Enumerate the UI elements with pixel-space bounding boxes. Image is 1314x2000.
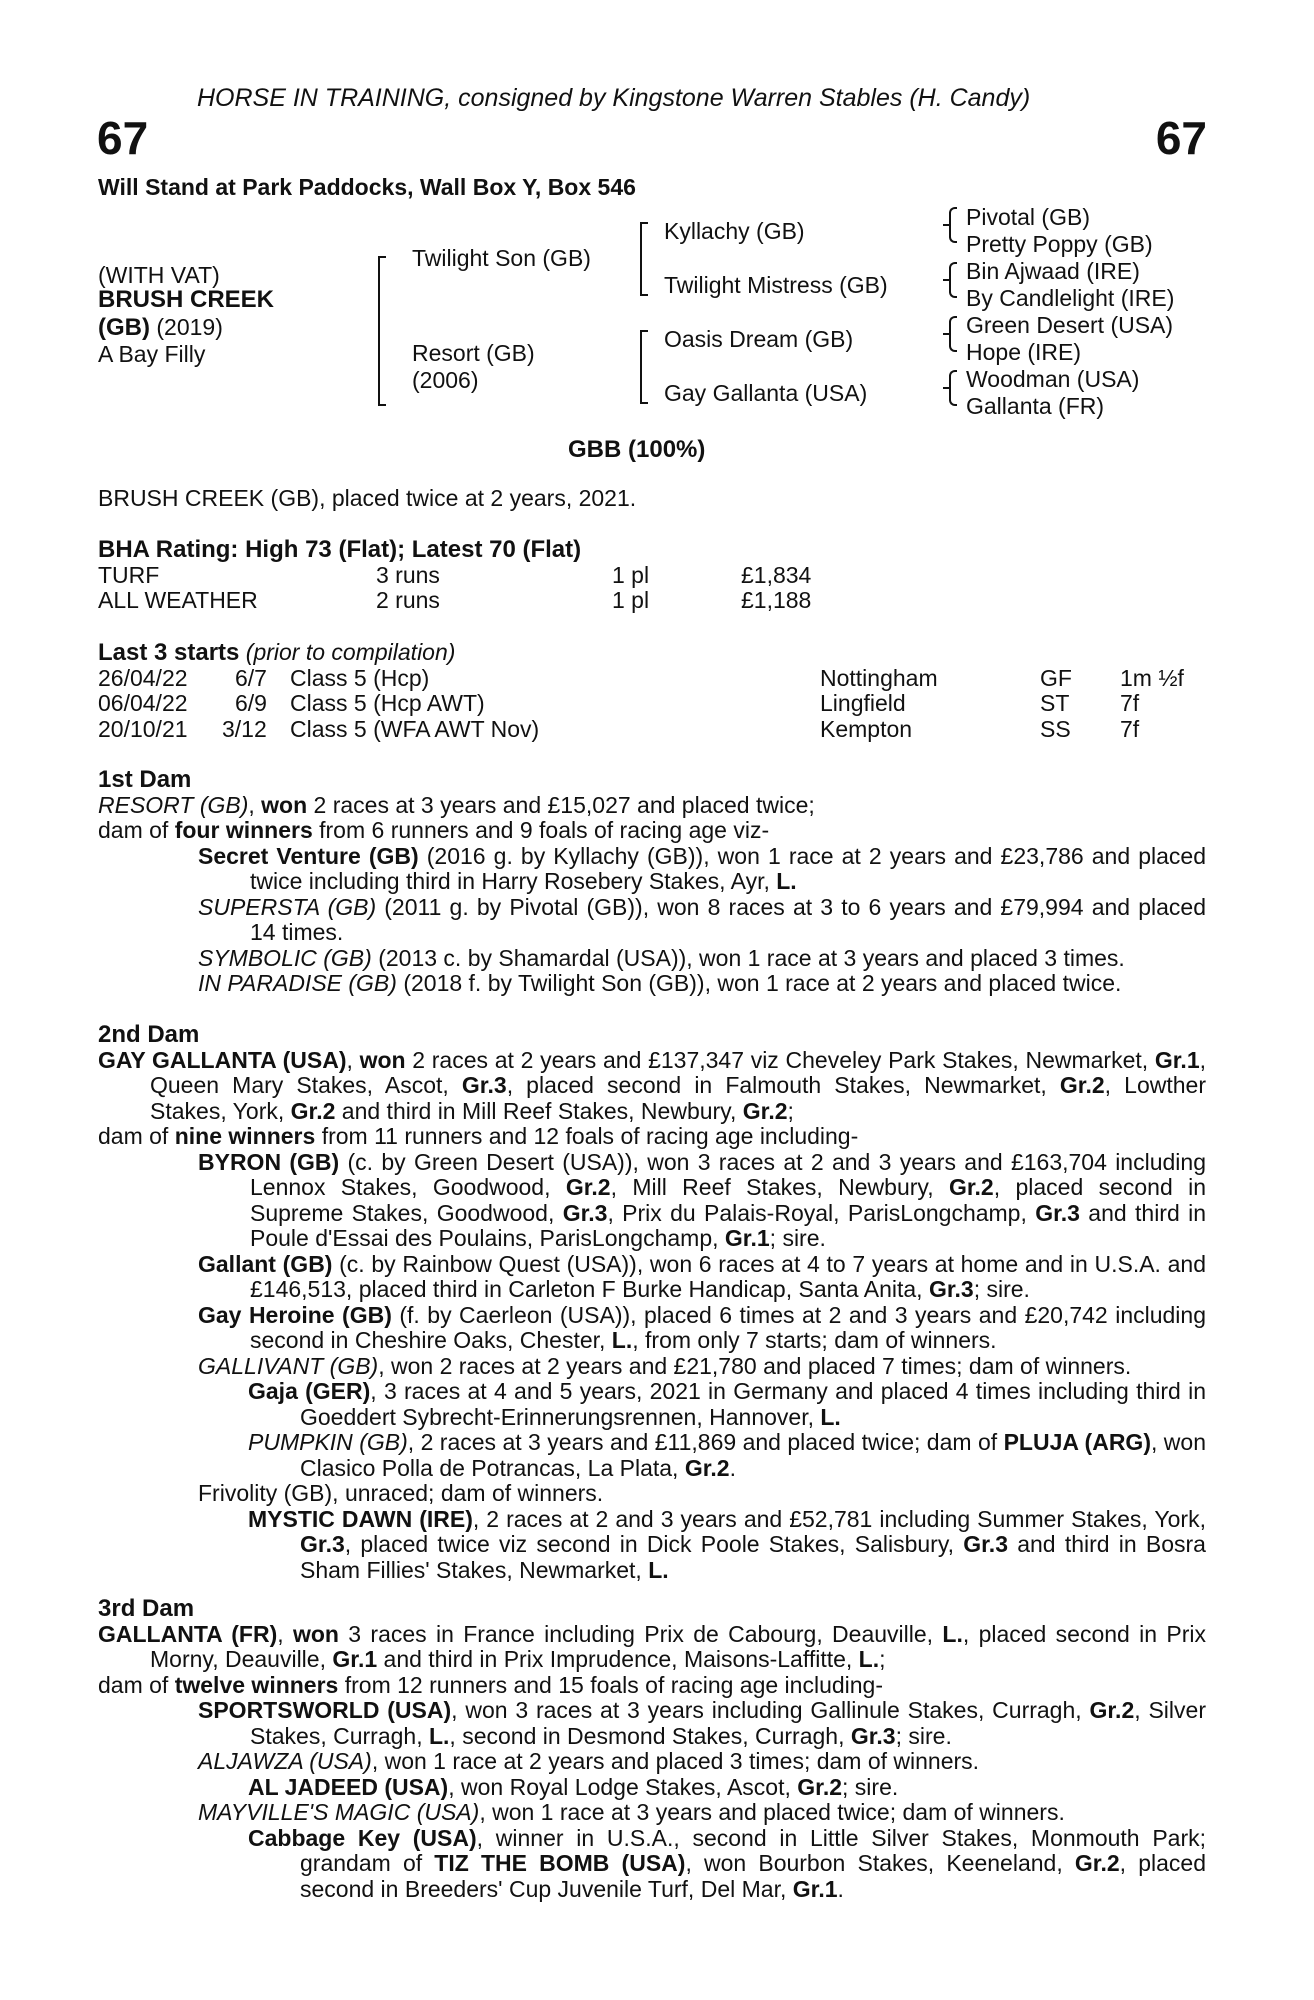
lot-number-right: 67 <box>1155 112 1207 164</box>
produce-entry: Secret Venture (GB) (2016 g. by Kyllachy (GB)), won 1 race at 2 years and £23,786 and placed twice including third in Harry Rosebery Stakes, Ayr, L. <box>198 842 1206 894</box>
produce-entry: SUPERSTA (GB) (2011 g. by Pivotal (GB)), won 8 races at 3 to 6 years and £79,994 and placed 14 times. <box>198 893 1207 945</box>
rating-surface: TURF <box>98 561 160 588</box>
sire-dam-name: Twilight Mistress (GB) <box>664 272 888 298</box>
grand-produce-entry: MYSTIC DAWN (IRE), 2 races at 2 and 3 years and £52,781 including Summer Stakes, York, Gr.3, placed twice viz second in Dick Poole Stakes, Salisbury, Gr.3 and third in Bosra Sham Fillies' Stakes, Newmarket, L. <box>248 1505 1206 1583</box>
horse-name: BRUSH CREEK <box>98 286 275 313</box>
dam-dam-name: Gay Gallanta (USA) <box>664 380 868 406</box>
rating-surface: ALL WEATHER <box>98 587 258 613</box>
start-going: GF <box>1040 664 1072 691</box>
start-race: Class 5 (WFA AWT Nov) <box>290 715 540 742</box>
produce-entry: Gay Heroine (GB) (f. by Caerleon (USA)), placed 6 times at 2 and 3 years and £20,742 including second in Cheshire Oaks, Chester, L., from only 7 starts; dam of winners. <box>198 1301 1206 1353</box>
last-starts-note: (prior to compilation) <box>245 639 456 665</box>
start-row <box>98 666 1206 692</box>
rating-runs: 2 runs <box>376 587 440 613</box>
produce-entry: SYMBOLIC (GB) (2013 c. by Shamardal (USA)), won 1 race at 3 years and placed 3 times. <box>198 944 1125 971</box>
produce-entry: SPORTSWORLD (USA), won 3 races at 3 years including Gallinule Stakes, Curragh, Gr.2, Silver Stakes, Curragh, L., second in Desmond Stakes, Curragh, Gr.3; sire. <box>198 1697 1206 1749</box>
rating-row-aw <box>98 588 1206 614</box>
start-row <box>98 717 1206 743</box>
start-race: Class 5 (Hcp) <box>290 664 430 691</box>
pedigree-brace-g1 <box>943 207 957 243</box>
start-position: 6/7 <box>235 664 267 691</box>
grand-produce-entry: Cabbage Key (USA), winner in U.S.A., second in Little Silver Stakes, Monmouth Park; grandam of TIZ THE BOMB (USA), won Bourbon Stakes, Keeneland, Gr.2, placed second in Breeders' Cup Juvenile Turf, Del Mar, Gr.1. <box>248 1824 1207 1902</box>
g3-ancestor-7: Woodman (USA) <box>966 366 1140 392</box>
sire-sire-name: Kyllachy (GB) <box>664 218 805 244</box>
horse-year: (2019) <box>156 314 223 340</box>
race-summary: BRUSH CREEK (GB), placed twice at 2 years, 2021. <box>98 485 637 511</box>
last-starts-heading: Last 3 starts <box>98 639 240 666</box>
vat-note: (WITH VAT) <box>98 262 220 288</box>
produce-entry: GALLIVANT (GB), won 2 races at 2 years and £21,780 and placed 7 times; dam of winners. <box>198 1352 1132 1379</box>
dam-name: Resort (GB) <box>412 340 535 366</box>
first-dam-record: RESORT (GB), won 2 races at 3 years and £15,027 and placed twice; <box>98 791 815 818</box>
start-course: Lingfield <box>820 690 906 716</box>
dam-name: RESORT (GB) <box>98 791 249 818</box>
start-distance: 7f <box>1120 690 1140 716</box>
pedigree-brace-main <box>378 256 380 406</box>
first-dam-produce-summary: dam of four winners from 6 runners and 9 foals of racing age viz- <box>98 817 770 843</box>
horse-description: A Bay Filly <box>98 341 206 367</box>
third-dam-heading: 3rd Dam <box>98 1595 195 1622</box>
start-distance: 7f <box>1120 715 1140 742</box>
rating-prize: £1,188 <box>741 587 812 613</box>
grand-produce-entry: PUMPKIN (GB), 2 races at 3 years and £11,869 and placed twice; dam of PLUJA (ARG), won Clasico Polla de Potrancas, La Plata, Gr.2. <box>248 1429 1206 1481</box>
produce-entry: Frivolity (GB), unraced; dam of winners. <box>198 1480 604 1506</box>
g3-ancestor-2: Pretty Poppy (GB) <box>966 231 1153 257</box>
start-going: SS <box>1040 715 1071 742</box>
produce-entry: BYRON (GB) (c. by Green Desert (USA)), won 3 races at 2 and 3 years and £163,704 including Lennox Stakes, Goodwood, Gr.2, Mill Reef Stakes, Newbury, Gr.2, placed second in Supreme Stakes, Goodwood, Gr.3, Prix du Palais-Royal, ParisLongchamp, Gr.3 and third in Poule d'Essai des Poulains, ParisLongchamp, Gr.1; sire. <box>198 1148 1206 1251</box>
start-date: 26/04/22 <box>98 664 188 691</box>
second-dam-heading: 2nd Dam <box>98 1021 200 1048</box>
sire-name: Twilight Son (GB) <box>412 245 591 271</box>
start-course: Kempton <box>820 715 913 742</box>
pedigree-brace-g3 <box>943 316 957 352</box>
third-dam-record: GALLANTA (FR), won 3 races in France including Prix de Cabourg, Deauville, L., placed second in Prix Morny, Deauville, Gr.1 and third in Prix Imprudence, Maisons-Laffitte, L.; <box>98 1620 1207 1672</box>
g3-ancestor-8: Gallanta (FR) <box>966 393 1105 419</box>
g3-ancestor-4: By Candlelight (IRE) <box>966 285 1175 311</box>
g3-ancestor-1: Pivotal (GB) <box>966 204 1090 230</box>
stand-location: Will Stand at Park Paddocks, Wall Box Y, Box 546 <box>98 174 636 200</box>
start-distance: 1m ½f <box>1120 664 1184 691</box>
produce-entry: Gallant (GB) (c. by Rainbow Quest (USA)), won 6 races at 4 to 7 years at home and in U.S.A. and £146,513, placed third in Carleton F Burke Handicap, Santa Anita, Gr.3; sire. <box>198 1250 1207 1302</box>
dam-sire-name: Oasis Dream (GB) <box>664 326 854 352</box>
first-dam-section <box>98 767 1206 997</box>
pedigree-brace-dam <box>640 330 642 404</box>
start-race: Class 5 (Hcp AWT) <box>290 690 485 716</box>
g3-ancestor-3: Bin Ajwaad (IRE) <box>966 258 1140 284</box>
rating-places: 1 pl <box>612 587 650 613</box>
dam-year: (2006) <box>412 367 479 393</box>
last-starts-section <box>98 640 1206 742</box>
produce-entry: MAYVILLE'S MAGIC (USA), won 1 race at 3 years and placed twice; dam of winners. <box>198 1799 1065 1825</box>
start-position: 3/12 <box>222 715 267 742</box>
pedigree-brace-g4 <box>943 370 957 406</box>
rating-section <box>98 537 1206 614</box>
g3-ancestor-5: Green Desert (USA) <box>966 312 1174 338</box>
grand-produce-entry: AL JADEED (USA), won Royal Lodge Stakes, Ascot, Gr.2; sire. <box>248 1773 899 1800</box>
rating-row-turf <box>98 563 1206 589</box>
start-row <box>98 691 1206 717</box>
start-date: 06/04/22 <box>98 690 188 716</box>
start-going: ST <box>1040 690 1070 716</box>
second-dam-record: GAY GALLANTA (USA), won 2 races at 2 years and £137,347 viz Cheveley Park Stakes, Newmarket, Gr.1, Queen Mary Stakes, Ascot, Gr.3, placed second in Falmouth Stakes, Newmarket, Gr.2, Lowther Stakes, York, Gr.2 and third in Mill Reef Stakes, Newbury, Gr.2; <box>98 1046 1207 1124</box>
rating-heading: BHA Rating: High 73 (Flat); Latest 70 (Flat) <box>98 536 582 563</box>
start-course: Nottingham <box>820 664 938 691</box>
lot-number-left: 67 <box>97 112 149 164</box>
second-dam-section <box>98 1022 1206 1583</box>
gbb-rating: GBB (100%) <box>568 436 706 463</box>
third-dam-produce-summary: dam of twelve winners from 12 runners and 15 foals of racing age including- <box>98 1671 883 1698</box>
g3-ancestor-6: Hope (IRE) <box>966 339 1082 365</box>
third-dam-section <box>98 1596 1206 1902</box>
start-position: 6/9 <box>235 690 267 716</box>
rating-runs: 3 runs <box>376 561 440 588</box>
grand-produce-entry: Gaja (GER), 3 races at 4 and 5 years, 2021 in Germany and placed 4 times including third in Goeddert Sybrecht-Erinnerungsrennen, Hannover, L. <box>248 1378 1206 1430</box>
second-dam-produce-summary: dam of nine winners from 11 runners and 12 foals of racing age including- <box>98 1123 859 1149</box>
catalogue-header: HORSE IN TRAINING, consigned by Kingstone Warren Stables (H. Candy) <box>197 84 1031 112</box>
rating-places: 1 pl <box>612 561 650 588</box>
start-date: 20/10/21 <box>98 715 188 742</box>
horse-country: (GB) <box>98 314 150 341</box>
produce-entry: ALJAWZA (USA), won 1 race at 2 years and placed 3 times; dam of winners. <box>198 1748 980 1774</box>
pedigree-brace-g2 <box>943 262 957 298</box>
rating-prize: £1,834 <box>741 561 812 588</box>
first-dam-heading: 1st Dam <box>98 766 192 793</box>
produce-entry: IN PARADISE (GB) (2018 f. by Twilight Son (GB)), won 1 race at 2 years and placed twice. <box>198 970 1122 996</box>
pedigree-brace-sire <box>640 222 642 296</box>
